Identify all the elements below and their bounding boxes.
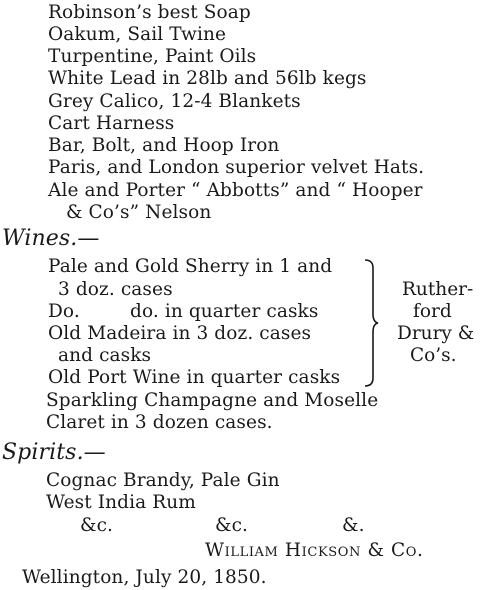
wine-champagne-line: Sparkling Champagne and Moselle [46, 390, 379, 411]
wine-sherry-cases: 3 doz. cases [58, 279, 173, 300]
supplier-line-4: Co’s. [410, 345, 457, 366]
dateline: Wellington, July 20, 1850. [22, 567, 267, 588]
goods-line-iron: Bar, Bolt, and Hoop Iron [48, 135, 280, 156]
supplier-line-3: Drury & [397, 323, 475, 344]
goods-line-oakum: Oakum, Sail Twine [48, 24, 227, 45]
wine-port-line: Old Port Wine in quarter casks [48, 367, 341, 388]
goods-line-nelson: & Co’s” Nelson [66, 202, 212, 223]
wine-madeira-casks: and casks [58, 345, 152, 366]
goods-line-soap: Robinson’s best Soap [48, 2, 251, 23]
goods-line-cart-harness: Cart Harness [48, 113, 175, 134]
signature: William Hickson & Co. [205, 540, 424, 561]
wine-do-label: Do. [48, 301, 80, 322]
wine-quarter-casks: do. in quarter casks [130, 301, 319, 322]
wine-claret-line: Claret in 3 dozen cases. [46, 412, 273, 433]
curly-bracket-icon [363, 258, 379, 388]
spirit-rum-line: West India Rum [46, 492, 196, 513]
goods-line-white-lead: White Lead in 28lb and 56lb kegs [48, 68, 367, 89]
spirit-cognac-line: Cognac Brandy, Pale Gin [46, 470, 280, 491]
wine-sherry-line: Pale and Gold Sherry in 1 and [48, 256, 333, 277]
goods-line-ale-porter: Ale and Porter “ Abbotts” and “ Hooper [48, 180, 423, 201]
wines-heading: Wines.— [2, 226, 100, 251]
supplier-line-2: ford [413, 301, 452, 322]
supplier-line-1: Ruther- [402, 279, 474, 300]
etc-1: &c. [80, 515, 114, 536]
spirits-heading: Spirits.— [2, 440, 106, 465]
wine-madeira-line: Old Madeira in 3 doz. cases [48, 323, 312, 344]
goods-line-calico: Grey Calico, 12-4 Blankets [48, 91, 301, 112]
etc-2: &c. [215, 515, 249, 536]
goods-line-turpentine: Turpentine, Paint Oils [48, 46, 257, 67]
goods-line-hats: Paris, and London superior velvet Hats. [48, 157, 425, 178]
etc-3: &. [342, 515, 365, 536]
